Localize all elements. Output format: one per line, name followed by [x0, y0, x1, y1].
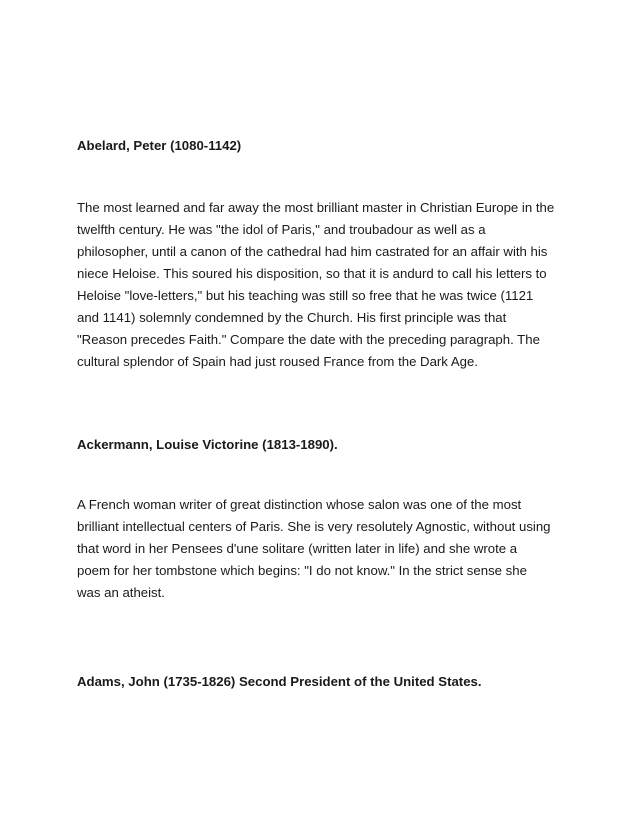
entry-heading-adams: Adams, John (1735-1826) Second President of the United States.	[77, 674, 482, 689]
body-line: A French woman writer of great distinction whose salon was one of the most	[77, 497, 522, 512]
body-line: poem for her tombstone which begins: "I do not know." In the strict sense she	[77, 563, 527, 578]
body-line: "Reason precedes Faith." Compare the date with the preceding paragraph. The	[77, 332, 540, 347]
entry-heading-ackermann: Ackermann, Louise Victorine (1813-1890).	[77, 437, 338, 452]
body-line: that word in her Pensees d'une solitare (written later in life) and she wrote a	[77, 541, 518, 556]
entry-body-abelard	[77, 197, 577, 373]
entry-heading-abelard: Abelard, Peter (1080-1142)	[77, 138, 242, 153]
body-line: The most learned and far away the most brilliant master in Christian Europe in the	[77, 200, 555, 215]
body-line: twelfth century. He was "the idol of Paris," and troubadour as well as a	[77, 222, 486, 237]
body-line: and 1141) solemnly condemned by the Church. His first principle was that	[77, 310, 507, 325]
body-line: was an atheist.	[77, 585, 165, 600]
body-line: philosopher, until a canon of the cathedral had him castrated for an affair with his	[77, 244, 548, 259]
entry-body-ackermann	[77, 494, 577, 604]
body-line: niece Heloise. This soured his disposition, so that it is andurd to call his letters to	[77, 266, 547, 281]
body-line: Heloise "love-letters," but his teaching was still so free that he was twice (1121	[77, 288, 534, 303]
body-line: cultural splendor of Spain had just roused France from the Dark Age.	[77, 354, 478, 369]
body-line: brilliant intellectual centers of Paris. She is very resolutely Agnostic, without using	[77, 519, 551, 534]
